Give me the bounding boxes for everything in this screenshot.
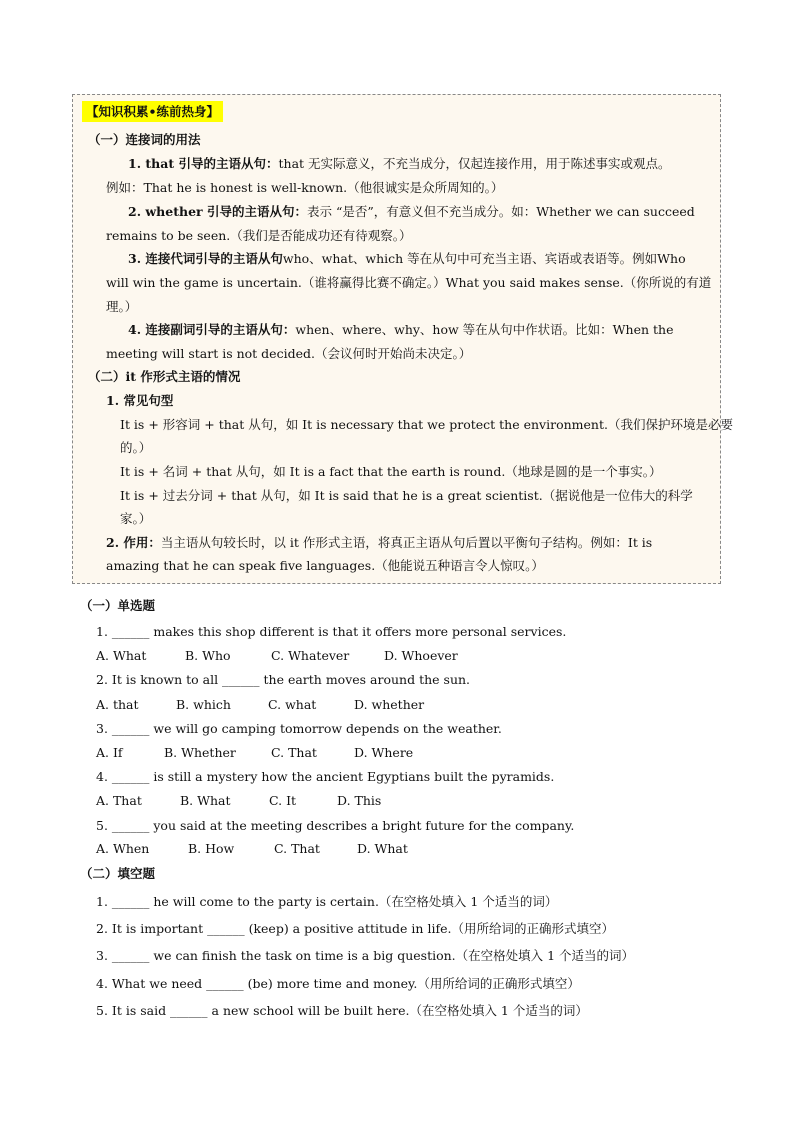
point-4-text: when、where、why、how 等在从句中作状语。比如：When the: [295, 322, 674, 337]
pattern-3: It is + 过去分词 + that 从句，如 It is said that he is a great scientist.（据说他是一位伟大的科学: [120, 488, 693, 503]
mc-option[interactable]: D. Whoever: [384, 648, 458, 663]
point-1-title: 1. that 引导的主语从句：: [128, 156, 279, 171]
fill-question-1: 1. ______ he will come to the party is certain.（在空格处填入 1 个适当的词）: [96, 894, 558, 909]
mc-question-1: 1. ______ makes this shop different is that it offers more personal services.: [96, 624, 567, 639]
mc-option[interactable]: A. What: [96, 648, 147, 663]
mc-option[interactable]: C. what: [268, 697, 317, 712]
mc-option[interactable]: B. Whether: [164, 745, 236, 760]
mc-option[interactable]: A. If: [96, 745, 123, 760]
fill-question-3: 3. ______ we can finish the task on time is a big question.（在空格处填入 1 个适当的词）: [96, 948, 635, 963]
mc-question-3: 3. ______ we will go camping tomorrow depends on the weather.: [96, 721, 502, 736]
point-1: [128, 156, 671, 172]
point-4-title: 4. 连接副词引导的主语从句：: [128, 322, 296, 337]
subheading-2: [106, 535, 652, 551]
pattern-3-cont: 家。）: [120, 511, 152, 526]
pattern-1-cont: 的。）: [120, 440, 152, 455]
point-1-text: that 无实际意义，不充当成分，仅起连接作用，用于陈述事实或观点。: [278, 156, 671, 171]
point-3-cont: will win the game is uncertain.（谁将赢得比赛不确定。）What you said makes sense.（你所说的有道: [106, 275, 712, 290]
mc-option[interactable]: C. That: [274, 841, 320, 856]
mc-option[interactable]: D. This: [337, 793, 382, 808]
mc-option[interactable]: A. That: [96, 793, 142, 808]
point-1-cont: 例如：That he is honest is well-known.（他很诚实是众所周知的。）: [106, 180, 504, 195]
pattern-1: It is + 形容词 + that 从句，如 It is necessary that we protect the environment.（我们保护环境是必要: [120, 417, 733, 432]
mc-option[interactable]: B. Who: [185, 648, 231, 663]
mc-option[interactable]: C. It: [269, 793, 297, 808]
point-3-title: 3. 连接代词引导的主语从句: [128, 251, 283, 266]
mc-option[interactable]: B. How: [188, 841, 235, 856]
section-tag: 【知识积累•练前热身】: [82, 101, 223, 122]
fill-heading: （二）填空题: [80, 866, 156, 881]
mc-question-2: 2. It is known to all ______ the earth moves around the sun.: [96, 672, 471, 687]
point-3-text: who、what、which 等在从句中可充当主语、宾语或表语等。例如Who: [282, 251, 686, 266]
point-2-text: 表示 “是否”，有意义但不充当成分。如：Whether we can succeed: [306, 204, 695, 219]
mc-question-5: 5. ______ you said at the meeting describes a bright future for the company.: [96, 818, 575, 833]
point-3-cont2: 理。）: [106, 299, 138, 314]
pattern-2: It is + 名词 + that 从句，如 It is a fact that the earth is round.（地球是圆的是一个事实。）: [120, 464, 662, 479]
subheading-2-cont: amazing that he can speak five languages.（他能说五种语言令人惊叹。）: [106, 558, 544, 573]
mc-option[interactable]: A. that: [96, 697, 139, 712]
mc-option[interactable]: D. whether: [354, 697, 425, 712]
subheading-2-text: 当主语从句较长时，以 it 作形式主语，将真正主语从句后置以平衡句子结构。例如：It is: [160, 535, 653, 550]
subheading-2-title: 2. 作用：: [106, 535, 161, 550]
mc-option[interactable]: A. When: [96, 841, 150, 856]
subheading-1: 1. 常见句型: [106, 393, 174, 408]
point-4: [128, 322, 673, 338]
mc-option[interactable]: B. What: [180, 793, 231, 808]
point-2-cont: remains to be seen.（我们是否能成功还有待观察。）: [106, 228, 412, 243]
fill-question-5: 5. It is said ______ a new school will be built here.（在空格处填入 1 个适当的词）: [96, 1003, 588, 1018]
mc-option[interactable]: C. That: [271, 745, 317, 760]
mc-heading: （一）单选题: [80, 598, 156, 613]
mc-option[interactable]: B. which: [176, 697, 231, 712]
point-2: [128, 204, 695, 220]
mc-option[interactable]: C. Whatever: [271, 648, 350, 663]
fill-question-2: 2. It is important ______ (keep) a positive attitude in life.（用所给词的正确形式填空）: [96, 921, 614, 936]
mc-question-4: 4. ______ is still a mystery how the ancient Egyptians built the pyramids.: [96, 769, 555, 784]
point-3: [128, 251, 686, 267]
mc-option[interactable]: D. Where: [354, 745, 414, 760]
fill-question-4: 4. What we need ______ (be) more time and money.（用所给词的正确形式填空）: [96, 976, 580, 991]
point-2-title: 2. whether 引导的主语从句：: [128, 204, 307, 219]
section1-heading: （一）连接词的用法: [88, 132, 201, 147]
section2-heading: （二）it 作形式主语的情况: [88, 369, 241, 384]
point-4-cont: meeting will start is not decided.（会议何时开始尚未决定。）: [106, 346, 472, 361]
mc-option[interactable]: D. What: [357, 841, 408, 856]
